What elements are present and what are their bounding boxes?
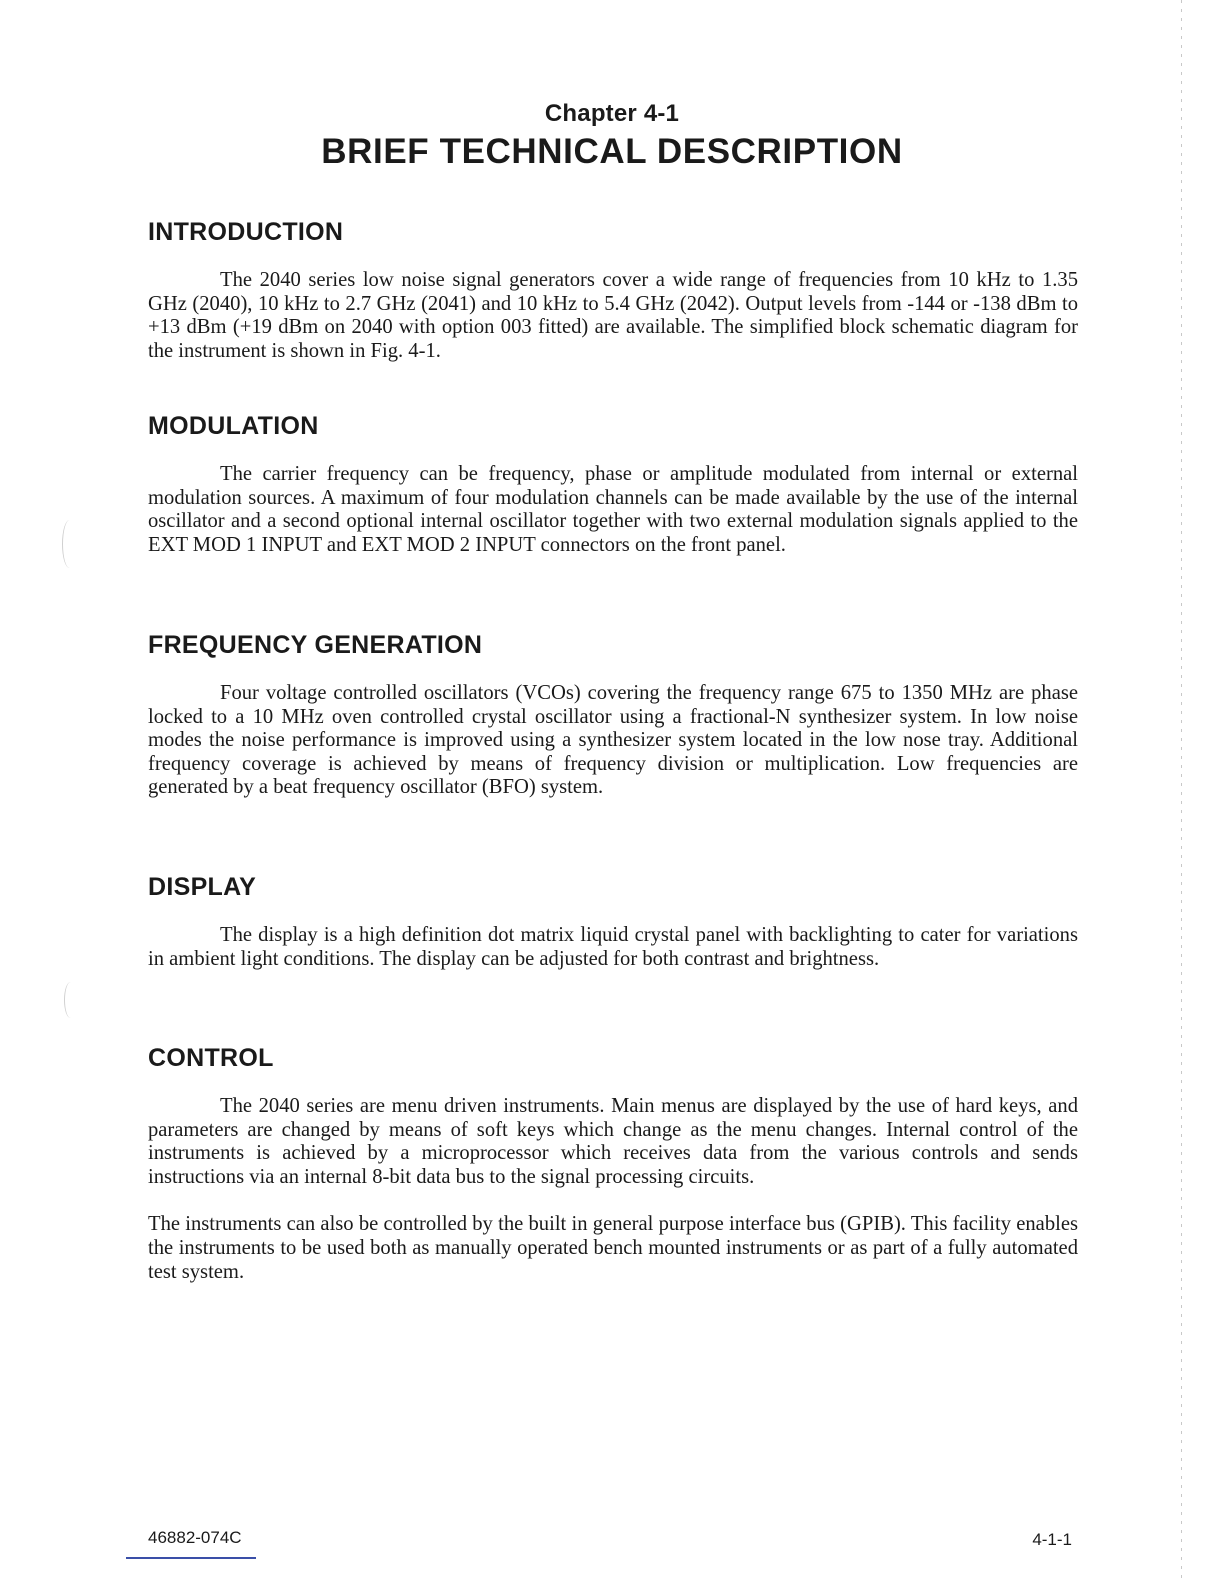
chapter-title: BRIEF TECHNICAL DESCRIPTION	[321, 132, 903, 171]
section-paragraph: The 2040 series are menu driven instruments. Main menus are displayed by the use of hard keys, and parameters are changed by means of soft keys which change as the menu changes. Internal control of the instruments is achieved by a microprocessor which receives data from the various controls and sends instructions via an internal 8-bit data bus to the signal processing circuits.	[148, 1095, 1078, 1188]
section-paragraph: The 2040 series low noise signal generators cover a wide range of frequencies from 10 kHz to 1.35 GHz (2040), 10 kHz to 2.7 GHz (2041) and 10 kHz to 5.4 GHz (2042). Output levels from -144 or -138 dBm to +13 dBm (+19 dBm on 2040 with option 003 fitted) are available. The simplified block schematic diagram for the instrument is shown in Fig. 4-1.	[148, 269, 1078, 362]
footer-rule	[126, 1557, 256, 1559]
section-modulation	[148, 412, 1078, 557]
document-number: 46882-074C	[148, 1528, 242, 1547]
page-number: 4-1-1	[1032, 1530, 1072, 1549]
section-frequency-generation	[148, 631, 1078, 800]
section-heading: CONTROL	[148, 1044, 274, 1072]
section-paragraph: Four voltage controlled oscillators (VCOs) covering the frequency range 675 to 1350 MHz are phase locked to a 10 MHz oven controlled crystal oscillator using a fractional-N synthesizer system. In low noise modes the noise performance is improved using a synthesizer system located in the low nose tray. Additional frequency coverage is achieved by means of frequency division or multiplication. Low frequencies are generated by a beat frequency oscillator (BFO) system.	[148, 682, 1078, 799]
section-control	[148, 1044, 1078, 1284]
section-paragraph: The instruments can also be controlled by the built in general purpose interface bus (GPIB). This facility enables the instruments to be used both as manually operated bench mounted instruments or as part of a fully automated test system.	[148, 1213, 1078, 1283]
section-paragraph: The display is a high definition dot matrix liquid crystal panel with backlighting to cater for variations in ambient light conditions. The display can be adjusted for both contrast and brightness.	[148, 924, 1078, 970]
chapter-label: Chapter 4-1	[544, 100, 680, 127]
section-display	[148, 873, 1078, 971]
section-heading: INTRODUCTION	[148, 218, 344, 246]
section-heading: FREQUENCY GENERATION	[148, 631, 483, 659]
section-introduction	[148, 218, 1078, 363]
section-heading: MODULATION	[148, 412, 319, 440]
scan-margin-mark	[64, 982, 77, 1018]
section-paragraph: The carrier frequency can be frequency, phase or amplitude modulated from internal or external modulation sources. A maximum of four modulation channels can be made available by the use of the internal oscillator and a second optional internal oscillator together with two external modulation signals applied to the EXT MOD 1 INPUT and EXT MOD 2 INPUT connectors on the front panel.	[148, 463, 1078, 556]
scan-margin-mark	[62, 520, 77, 568]
section-heading: DISPLAY	[148, 873, 257, 901]
scan-edge-line	[1181, 0, 1182, 1584]
